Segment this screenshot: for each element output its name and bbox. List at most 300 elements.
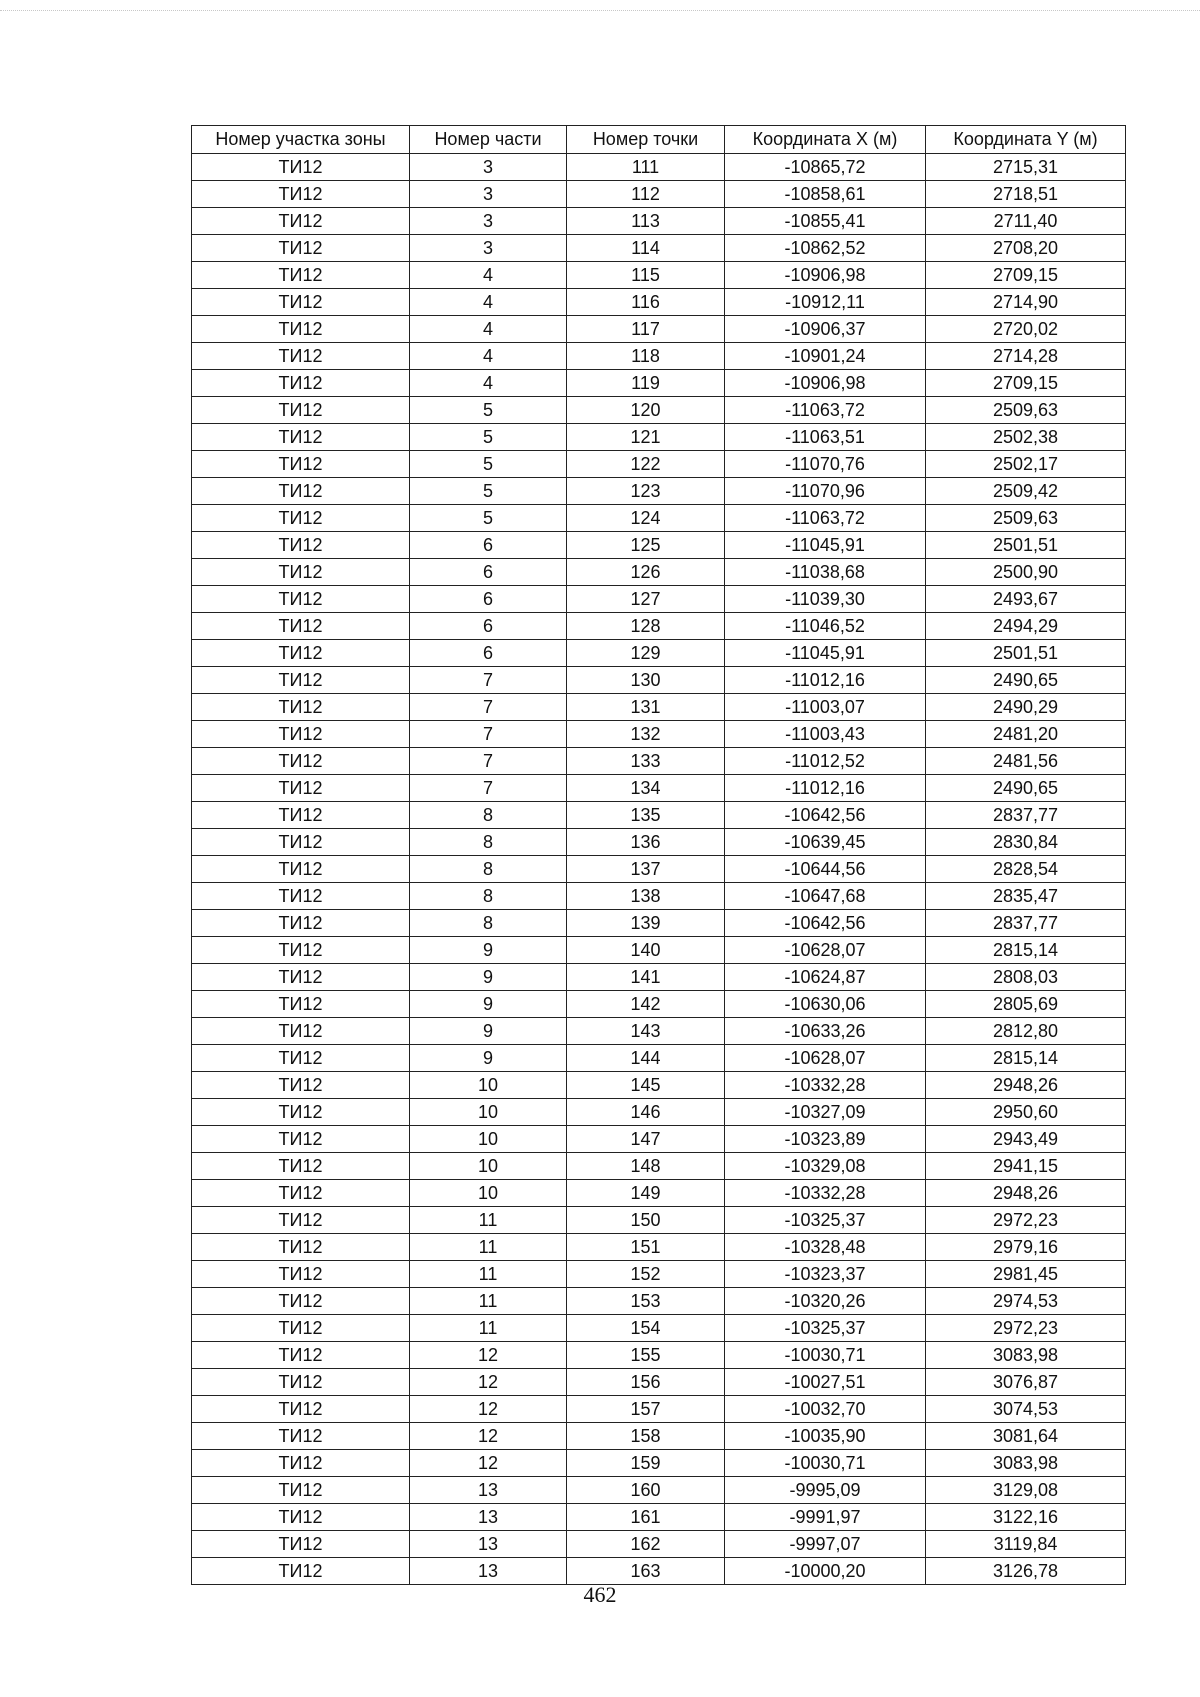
zone-section-cell: ТИ12 — [192, 721, 410, 748]
coordinate-x-cell: -10032,70 — [725, 1396, 926, 1423]
coordinate-x-cell: -10906,98 — [725, 370, 926, 397]
table-row — [192, 775, 1126, 802]
coordinate-x-cell: -9997,07 — [725, 1531, 926, 1558]
table-row — [192, 1018, 1126, 1045]
part-number-cell: 8 — [410, 856, 567, 883]
part-number-cell: 4 — [410, 262, 567, 289]
table-row — [192, 829, 1126, 856]
coordinate-y-cell: 2709,15 — [926, 262, 1126, 289]
coordinate-y-cell: 2835,47 — [926, 883, 1126, 910]
coordinate-x-cell: -10639,45 — [725, 829, 926, 856]
coordinate-x-cell: -10633,26 — [725, 1018, 926, 1045]
point-number-cell: 130 — [567, 667, 725, 694]
coordinate-y-cell: 2501,51 — [926, 640, 1126, 667]
part-number-cell: 11 — [410, 1261, 567, 1288]
coordinates-table — [191, 125, 1126, 1585]
coordinate-x-cell: -10862,52 — [725, 235, 926, 262]
part-number-cell: 12 — [410, 1369, 567, 1396]
zone-section-cell: ТИ12 — [192, 964, 410, 991]
point-number-cell: 134 — [567, 775, 725, 802]
point-number-cell: 127 — [567, 586, 725, 613]
coordinate-y-cell: 2808,03 — [926, 964, 1126, 991]
coordinate-x-cell: -10628,07 — [725, 1045, 926, 1072]
point-number-cell: 153 — [567, 1288, 725, 1315]
coordinate-x-cell: -10329,08 — [725, 1153, 926, 1180]
point-number-cell: 149 — [567, 1180, 725, 1207]
part-number-cell: 3 — [410, 154, 567, 181]
point-number-cell: 139 — [567, 910, 725, 937]
coordinate-x-cell: -10901,24 — [725, 343, 926, 370]
coordinate-y-cell: 3076,87 — [926, 1369, 1126, 1396]
zone-section-cell: ТИ12 — [192, 262, 410, 289]
coordinate-y-cell: 3129,08 — [926, 1477, 1126, 1504]
zone-section-cell: ТИ12 — [192, 694, 410, 721]
coordinate-y-cell: 3074,53 — [926, 1396, 1126, 1423]
coordinate-x-cell: -11012,16 — [725, 667, 926, 694]
coordinate-y-cell: 2979,16 — [926, 1234, 1126, 1261]
part-number-cell: 9 — [410, 1018, 567, 1045]
zone-section-cell: ТИ12 — [192, 289, 410, 316]
point-number-cell: 115 — [567, 262, 725, 289]
zone-section-cell: ТИ12 — [192, 1261, 410, 1288]
coordinate-y-cell: 2805,69 — [926, 991, 1126, 1018]
point-number-cell: 138 — [567, 883, 725, 910]
part-number-cell: 3 — [410, 235, 567, 262]
coordinate-x-cell: -11039,30 — [725, 586, 926, 613]
coordinate-y-cell: 2972,23 — [926, 1315, 1126, 1342]
coordinate-x-cell: -10644,56 — [725, 856, 926, 883]
part-number-cell: 5 — [410, 478, 567, 505]
point-number-cell: 137 — [567, 856, 725, 883]
coordinate-x-cell: -10035,90 — [725, 1423, 926, 1450]
coordinate-x-cell: -10865,72 — [725, 154, 926, 181]
table-row — [192, 802, 1126, 829]
coordinate-y-cell: 2714,28 — [926, 343, 1126, 370]
zone-section-cell: ТИ12 — [192, 937, 410, 964]
part-number-cell: 13 — [410, 1504, 567, 1531]
table-row — [192, 208, 1126, 235]
coordinate-x-cell: -9995,09 — [725, 1477, 926, 1504]
coordinate-x-cell: -10027,51 — [725, 1369, 926, 1396]
coordinate-x-cell: -10030,71 — [725, 1342, 926, 1369]
coordinate-y-cell: 2948,26 — [926, 1072, 1126, 1099]
table-row — [192, 154, 1126, 181]
zone-section-cell: ТИ12 — [192, 1072, 410, 1099]
coordinate-y-cell: 2494,29 — [926, 613, 1126, 640]
header-row — [192, 126, 1126, 154]
part-number-cell: 7 — [410, 694, 567, 721]
zone-section-cell: ТИ12 — [192, 829, 410, 856]
part-number-cell: 6 — [410, 586, 567, 613]
table-row — [192, 640, 1126, 667]
point-number-cell: 119 — [567, 370, 725, 397]
part-number-cell: 10 — [410, 1126, 567, 1153]
table-row — [192, 586, 1126, 613]
zone-section-cell: ТИ12 — [192, 1558, 410, 1585]
part-number-cell: 12 — [410, 1423, 567, 1450]
part-number-cell: 8 — [410, 829, 567, 856]
point-number-cell: 135 — [567, 802, 725, 829]
coordinate-x-cell: -10855,41 — [725, 208, 926, 235]
coordinate-x-cell: -11045,91 — [725, 532, 926, 559]
zone-section-cell: ТИ12 — [192, 1396, 410, 1423]
part-number-cell: 11 — [410, 1288, 567, 1315]
table-row — [192, 613, 1126, 640]
coordinate-y-cell: 2972,23 — [926, 1207, 1126, 1234]
point-number-cell: 146 — [567, 1099, 725, 1126]
table-row — [192, 1261, 1126, 1288]
coordinate-x-cell: -11063,72 — [725, 397, 926, 424]
zone-section-cell: ТИ12 — [192, 802, 410, 829]
part-number-cell: 7 — [410, 775, 567, 802]
coordinate-x-cell: -10328,48 — [725, 1234, 926, 1261]
zone-section-cell: ТИ12 — [192, 505, 410, 532]
scan-edge-rule — [0, 10, 1200, 11]
table-row — [192, 1207, 1126, 1234]
coordinates-table-container — [191, 125, 1125, 1585]
coordinate-y-cell: 2490,65 — [926, 775, 1126, 802]
coordinate-y-cell: 2502,38 — [926, 424, 1126, 451]
coordinate-x-cell: -10647,68 — [725, 883, 926, 910]
zone-section-cell: ТИ12 — [192, 451, 410, 478]
point-number-cell: 125 — [567, 532, 725, 559]
coordinate-y-cell: 2509,63 — [926, 505, 1126, 532]
zone-section-cell: ТИ12 — [192, 1369, 410, 1396]
zone-section-cell: ТИ12 — [192, 991, 410, 1018]
coordinate-x-cell: -10325,37 — [725, 1315, 926, 1342]
coordinate-x-cell: -9991,97 — [725, 1504, 926, 1531]
coordinate-x-cell: -10642,56 — [725, 910, 926, 937]
zone-section-cell: ТИ12 — [192, 478, 410, 505]
zone-section-cell: ТИ12 — [192, 1207, 410, 1234]
zone-section-cell: ТИ12 — [192, 370, 410, 397]
table-row — [192, 289, 1126, 316]
point-number-cell: 120 — [567, 397, 725, 424]
part-number-cell: 6 — [410, 532, 567, 559]
point-number-cell: 159 — [567, 1450, 725, 1477]
part-number-cell: 12 — [410, 1396, 567, 1423]
table-row — [192, 910, 1126, 937]
column-header: Координата Y (м) — [926, 126, 1126, 154]
zone-section-cell: ТИ12 — [192, 1153, 410, 1180]
point-number-cell: 129 — [567, 640, 725, 667]
coordinate-y-cell: 2948,26 — [926, 1180, 1126, 1207]
coordinate-x-cell: -10630,06 — [725, 991, 926, 1018]
zone-section-cell: ТИ12 — [192, 343, 410, 370]
table-row — [192, 505, 1126, 532]
zone-section-cell: ТИ12 — [192, 154, 410, 181]
table-row — [192, 532, 1126, 559]
coordinate-x-cell: -10323,37 — [725, 1261, 926, 1288]
table-row — [192, 1045, 1126, 1072]
table-row — [192, 964, 1126, 991]
point-number-cell: 147 — [567, 1126, 725, 1153]
point-number-cell: 140 — [567, 937, 725, 964]
coordinate-x-cell: -11045,91 — [725, 640, 926, 667]
point-number-cell: 136 — [567, 829, 725, 856]
table-row — [192, 343, 1126, 370]
coordinate-y-cell: 2815,14 — [926, 1045, 1126, 1072]
point-number-cell: 133 — [567, 748, 725, 775]
part-number-cell: 6 — [410, 640, 567, 667]
table-row — [192, 1369, 1126, 1396]
coordinate-y-cell: 2830,84 — [926, 829, 1126, 856]
part-number-cell: 8 — [410, 883, 567, 910]
zone-section-cell: ТИ12 — [192, 1045, 410, 1072]
part-number-cell: 4 — [410, 343, 567, 370]
table-row — [192, 478, 1126, 505]
coordinate-x-cell: -10030,71 — [725, 1450, 926, 1477]
point-number-cell: 118 — [567, 343, 725, 370]
coordinate-x-cell: -10912,11 — [725, 289, 926, 316]
zone-section-cell: ТИ12 — [192, 856, 410, 883]
zone-section-cell: ТИ12 — [192, 748, 410, 775]
table-row — [192, 316, 1126, 343]
point-number-cell: 154 — [567, 1315, 725, 1342]
table-row — [192, 856, 1126, 883]
point-number-cell: 157 — [567, 1396, 725, 1423]
table-row — [192, 181, 1126, 208]
zone-section-cell: ТИ12 — [192, 1342, 410, 1369]
part-number-cell: 13 — [410, 1558, 567, 1585]
table-row — [192, 1450, 1126, 1477]
zone-section-cell: ТИ12 — [192, 1423, 410, 1450]
coordinate-x-cell: -10325,37 — [725, 1207, 926, 1234]
zone-section-cell: ТИ12 — [192, 613, 410, 640]
point-number-cell: 116 — [567, 289, 725, 316]
part-number-cell: 5 — [410, 451, 567, 478]
coordinate-x-cell: -10906,98 — [725, 262, 926, 289]
zone-section-cell: ТИ12 — [192, 910, 410, 937]
zone-section-cell: ТИ12 — [192, 235, 410, 262]
point-number-cell: 141 — [567, 964, 725, 991]
table-row — [192, 1477, 1126, 1504]
zone-section-cell: ТИ12 — [192, 1315, 410, 1342]
coordinate-y-cell: 2709,15 — [926, 370, 1126, 397]
coordinate-x-cell: -11038,68 — [725, 559, 926, 586]
zone-section-cell: ТИ12 — [192, 1450, 410, 1477]
zone-section-cell: ТИ12 — [192, 775, 410, 802]
part-number-cell: 6 — [410, 559, 567, 586]
point-number-cell: 150 — [567, 1207, 725, 1234]
coordinate-y-cell: 3083,98 — [926, 1450, 1126, 1477]
point-number-cell: 163 — [567, 1558, 725, 1585]
point-number-cell: 128 — [567, 613, 725, 640]
coordinate-y-cell: 2941,15 — [926, 1153, 1126, 1180]
table-row — [192, 883, 1126, 910]
part-number-cell: 10 — [410, 1153, 567, 1180]
zone-section-cell: ТИ12 — [192, 397, 410, 424]
coordinate-x-cell: -10332,28 — [725, 1072, 926, 1099]
coordinate-y-cell: 2715,31 — [926, 154, 1126, 181]
coordinate-y-cell: 3122,16 — [926, 1504, 1126, 1531]
point-number-cell: 155 — [567, 1342, 725, 1369]
point-number-cell: 131 — [567, 694, 725, 721]
point-number-cell: 113 — [567, 208, 725, 235]
coordinate-y-cell: 2493,67 — [926, 586, 1126, 613]
zone-section-cell: ТИ12 — [192, 1180, 410, 1207]
table-row — [192, 1396, 1126, 1423]
coordinate-x-cell: -11003,07 — [725, 694, 926, 721]
point-number-cell: 143 — [567, 1018, 725, 1045]
coordinate-y-cell: 2837,77 — [926, 910, 1126, 937]
part-number-cell: 4 — [410, 370, 567, 397]
part-number-cell: 5 — [410, 397, 567, 424]
table-row — [192, 1072, 1126, 1099]
coordinate-y-cell: 2708,20 — [926, 235, 1126, 262]
coordinate-y-cell: 2500,90 — [926, 559, 1126, 586]
point-number-cell: 124 — [567, 505, 725, 532]
zone-section-cell: ТИ12 — [192, 1477, 410, 1504]
zone-section-cell: ТИ12 — [192, 667, 410, 694]
point-number-cell: 161 — [567, 1504, 725, 1531]
coordinate-x-cell: -11070,96 — [725, 478, 926, 505]
point-number-cell: 114 — [567, 235, 725, 262]
coordinate-y-cell: 2711,40 — [926, 208, 1126, 235]
point-number-cell: 126 — [567, 559, 725, 586]
part-number-cell: 10 — [410, 1099, 567, 1126]
point-number-cell: 152 — [567, 1261, 725, 1288]
part-number-cell: 7 — [410, 748, 567, 775]
table-body — [192, 154, 1126, 1585]
coordinate-y-cell: 2718,51 — [926, 181, 1126, 208]
point-number-cell: 132 — [567, 721, 725, 748]
point-number-cell: 158 — [567, 1423, 725, 1450]
part-number-cell: 12 — [410, 1342, 567, 1369]
point-number-cell: 122 — [567, 451, 725, 478]
coordinate-y-cell: 3126,78 — [926, 1558, 1126, 1585]
part-number-cell: 11 — [410, 1315, 567, 1342]
table-row — [192, 1558, 1126, 1585]
table-row — [192, 1504, 1126, 1531]
zone-section-cell: ТИ12 — [192, 181, 410, 208]
part-number-cell: 11 — [410, 1207, 567, 1234]
table-row — [192, 1531, 1126, 1558]
zone-section-cell: ТИ12 — [192, 640, 410, 667]
part-number-cell: 9 — [410, 1045, 567, 1072]
zone-section-cell: ТИ12 — [192, 316, 410, 343]
coordinate-x-cell: -11046,52 — [725, 613, 926, 640]
coordinate-y-cell: 2509,42 — [926, 478, 1126, 505]
coordinate-y-cell: 2509,63 — [926, 397, 1126, 424]
table-header — [192, 126, 1126, 154]
point-number-cell: 121 — [567, 424, 725, 451]
point-number-cell: 142 — [567, 991, 725, 1018]
part-number-cell: 11 — [410, 1234, 567, 1261]
table-row — [192, 262, 1126, 289]
part-number-cell: 13 — [410, 1531, 567, 1558]
coordinate-y-cell: 2812,80 — [926, 1018, 1126, 1045]
coordinate-y-cell: 3081,64 — [926, 1423, 1126, 1450]
part-number-cell: 5 — [410, 505, 567, 532]
coordinate-y-cell: 2720,02 — [926, 316, 1126, 343]
table-row — [192, 1099, 1126, 1126]
coordinate-y-cell: 2481,56 — [926, 748, 1126, 775]
table-row — [192, 1288, 1126, 1315]
part-number-cell: 10 — [410, 1072, 567, 1099]
zone-section-cell: ТИ12 — [192, 1126, 410, 1153]
zone-section-cell: ТИ12 — [192, 1531, 410, 1558]
coordinate-x-cell: -11063,51 — [725, 424, 926, 451]
point-number-cell: 144 — [567, 1045, 725, 1072]
zone-section-cell: ТИ12 — [192, 1234, 410, 1261]
coordinate-y-cell: 2502,17 — [926, 451, 1126, 478]
part-number-cell: 12 — [410, 1450, 567, 1477]
table-row — [192, 1153, 1126, 1180]
table-row — [192, 991, 1126, 1018]
table-row — [192, 424, 1126, 451]
part-number-cell: 5 — [410, 424, 567, 451]
part-number-cell: 9 — [410, 964, 567, 991]
table-row — [192, 1180, 1126, 1207]
part-number-cell: 9 — [410, 937, 567, 964]
zone-section-cell: ТИ12 — [192, 559, 410, 586]
part-number-cell: 3 — [410, 208, 567, 235]
column-header: Номер части — [410, 126, 567, 154]
coordinate-y-cell: 2974,53 — [926, 1288, 1126, 1315]
table-row — [192, 937, 1126, 964]
coordinate-y-cell: 2490,65 — [926, 667, 1126, 694]
column-header: Координата X (м) — [725, 126, 926, 154]
table-row — [192, 451, 1126, 478]
table-row — [192, 397, 1126, 424]
coordinate-y-cell: 3083,98 — [926, 1342, 1126, 1369]
table-row — [192, 1423, 1126, 1450]
point-number-cell: 160 — [567, 1477, 725, 1504]
coordinate-x-cell: -10320,26 — [725, 1288, 926, 1315]
part-number-cell: 3 — [410, 181, 567, 208]
table-row — [192, 1342, 1126, 1369]
part-number-cell: 4 — [410, 316, 567, 343]
coordinate-y-cell: 2837,77 — [926, 802, 1126, 829]
coordinate-x-cell: -11063,72 — [725, 505, 926, 532]
point-number-cell: 145 — [567, 1072, 725, 1099]
coordinate-y-cell: 3119,84 — [926, 1531, 1126, 1558]
coordinate-x-cell: -10323,89 — [725, 1126, 926, 1153]
zone-section-cell: ТИ12 — [192, 1288, 410, 1315]
coordinate-x-cell: -10327,09 — [725, 1099, 926, 1126]
table-row — [192, 559, 1126, 586]
point-number-cell: 151 — [567, 1234, 725, 1261]
coordinate-x-cell: -10628,07 — [725, 937, 926, 964]
zone-section-cell: ТИ12 — [192, 883, 410, 910]
table-row — [192, 667, 1126, 694]
point-number-cell: 123 — [567, 478, 725, 505]
coordinate-y-cell: 2481,20 — [926, 721, 1126, 748]
table-row — [192, 721, 1126, 748]
zone-section-cell: ТИ12 — [192, 1099, 410, 1126]
part-number-cell: 4 — [410, 289, 567, 316]
coordinate-x-cell: -10642,56 — [725, 802, 926, 829]
coordinate-y-cell: 2943,49 — [926, 1126, 1126, 1153]
coordinate-y-cell: 2490,29 — [926, 694, 1126, 721]
coordinate-y-cell: 2714,90 — [926, 289, 1126, 316]
part-number-cell: 6 — [410, 613, 567, 640]
point-number-cell: 148 — [567, 1153, 725, 1180]
column-header: Номер точки — [567, 126, 725, 154]
part-number-cell: 9 — [410, 991, 567, 1018]
point-number-cell: 162 — [567, 1531, 725, 1558]
part-number-cell: 10 — [410, 1180, 567, 1207]
zone-section-cell: ТИ12 — [192, 1504, 410, 1531]
coordinate-x-cell: -11070,76 — [725, 451, 926, 478]
part-number-cell: 8 — [410, 910, 567, 937]
point-number-cell: 156 — [567, 1369, 725, 1396]
coordinate-x-cell: -11003,43 — [725, 721, 926, 748]
part-number-cell: 13 — [410, 1477, 567, 1504]
table-row — [192, 1315, 1126, 1342]
coordinate-x-cell: -11012,52 — [725, 748, 926, 775]
